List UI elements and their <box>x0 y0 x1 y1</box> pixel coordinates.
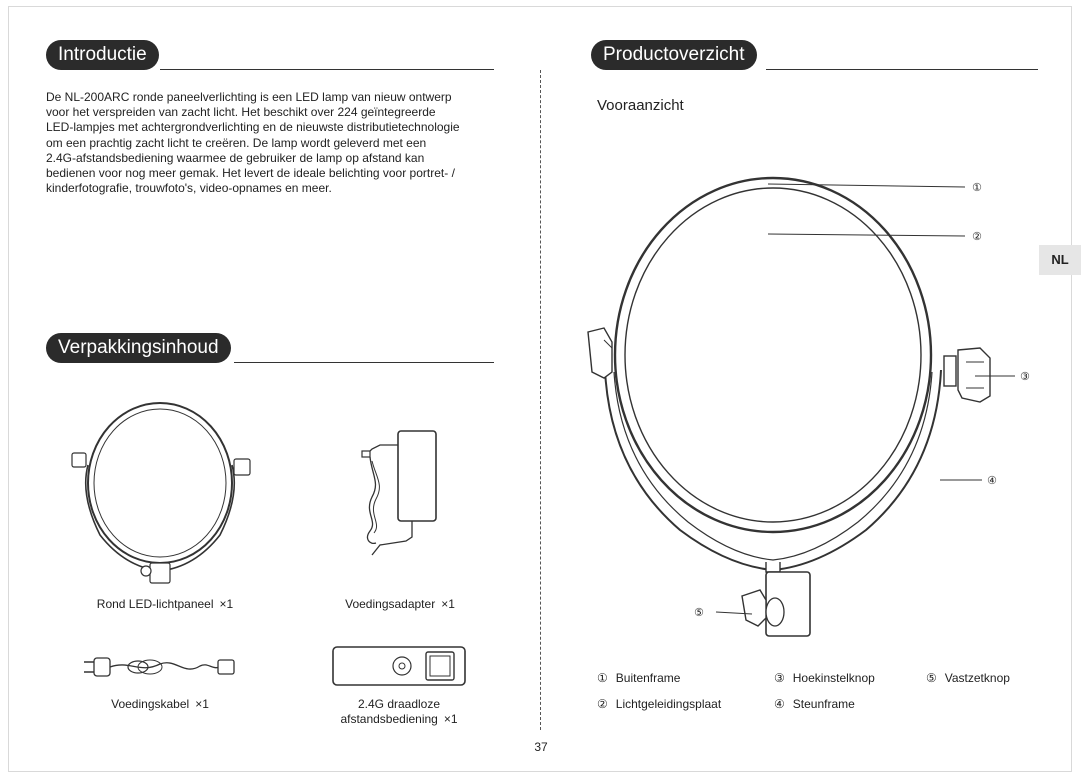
introduction-heading: Introductie <box>46 40 159 70</box>
package-heading: Verpakkingsinhoud <box>46 333 231 363</box>
introduction-line: om een prachtig zacht licht te creëren. De lamp wordt geleverd met een <box>46 135 427 150</box>
legend-item <box>926 671 1010 685</box>
legend-item <box>597 697 721 711</box>
callout-4: ④ <box>987 474 997 487</box>
page-number: 37 <box>534 740 548 754</box>
legend-label: Lichtgeleidingsplaat <box>615 697 722 711</box>
legend-item <box>774 697 855 711</box>
caption-label: Voedingskabel <box>111 697 190 711</box>
legend-number: ② <box>597 697 608 711</box>
introduction-line: 2.4G-afstandsbediening waarmee de gebruiker de lamp op afstand kan <box>46 150 425 165</box>
legend-item <box>774 671 875 685</box>
caption-qty: ×1 <box>195 697 209 711</box>
callout-1: ① <box>972 181 982 194</box>
caption-label: afstandsbediening <box>340 712 438 726</box>
legend-label: Buitenframe <box>615 671 681 685</box>
introduction-line: De NL-200ARC ronde paneelverlichting is een LED lamp van nieuw ontwerp <box>46 90 452 104</box>
legend-item <box>597 671 680 685</box>
language-tab: NL <box>1039 245 1081 275</box>
caption-label: Voedingsadapter <box>345 597 436 611</box>
legend-number: ① <box>597 671 608 685</box>
caption-qty: ×1 <box>219 597 234 611</box>
callout-2: ② <box>972 230 982 243</box>
legend-label: Steunframe <box>792 697 855 711</box>
legend-number: ④ <box>774 697 785 711</box>
introduction-line: voor het verspreiden van zacht licht. Het beschikt over 224 geïntegreerde <box>46 105 436 120</box>
front-view-heading: Vooraanzicht <box>597 97 684 114</box>
caption-qty: ×1 <box>441 597 455 611</box>
legend-number: ③ <box>774 671 785 685</box>
legend-label: Hoekinstelknop <box>792 671 875 685</box>
legend-number: ⑤ <box>926 671 937 685</box>
introduction-line: LED-lampjes met achtergrondverlichting en de nieuwste distributietechnologie <box>46 120 460 135</box>
overview-heading: Productoverzicht <box>591 40 757 70</box>
legend-label: Vastzetknop <box>944 671 1010 685</box>
callout-3: ③ <box>1020 370 1030 383</box>
caption-label: Rond LED-lichtpaneel <box>96 597 214 611</box>
introduction-line: bedienen voor nog meer gemak. Het levert de ideale belichting voor portret- / <box>46 166 455 181</box>
introduction-line: kinderfotografie, trouwfoto's, video-opnames en meer. <box>46 181 332 196</box>
callout-5: ⑤ <box>694 606 704 619</box>
caption-qty: ×1 <box>443 712 458 726</box>
caption-label: 2.4G draadloze <box>357 697 441 711</box>
